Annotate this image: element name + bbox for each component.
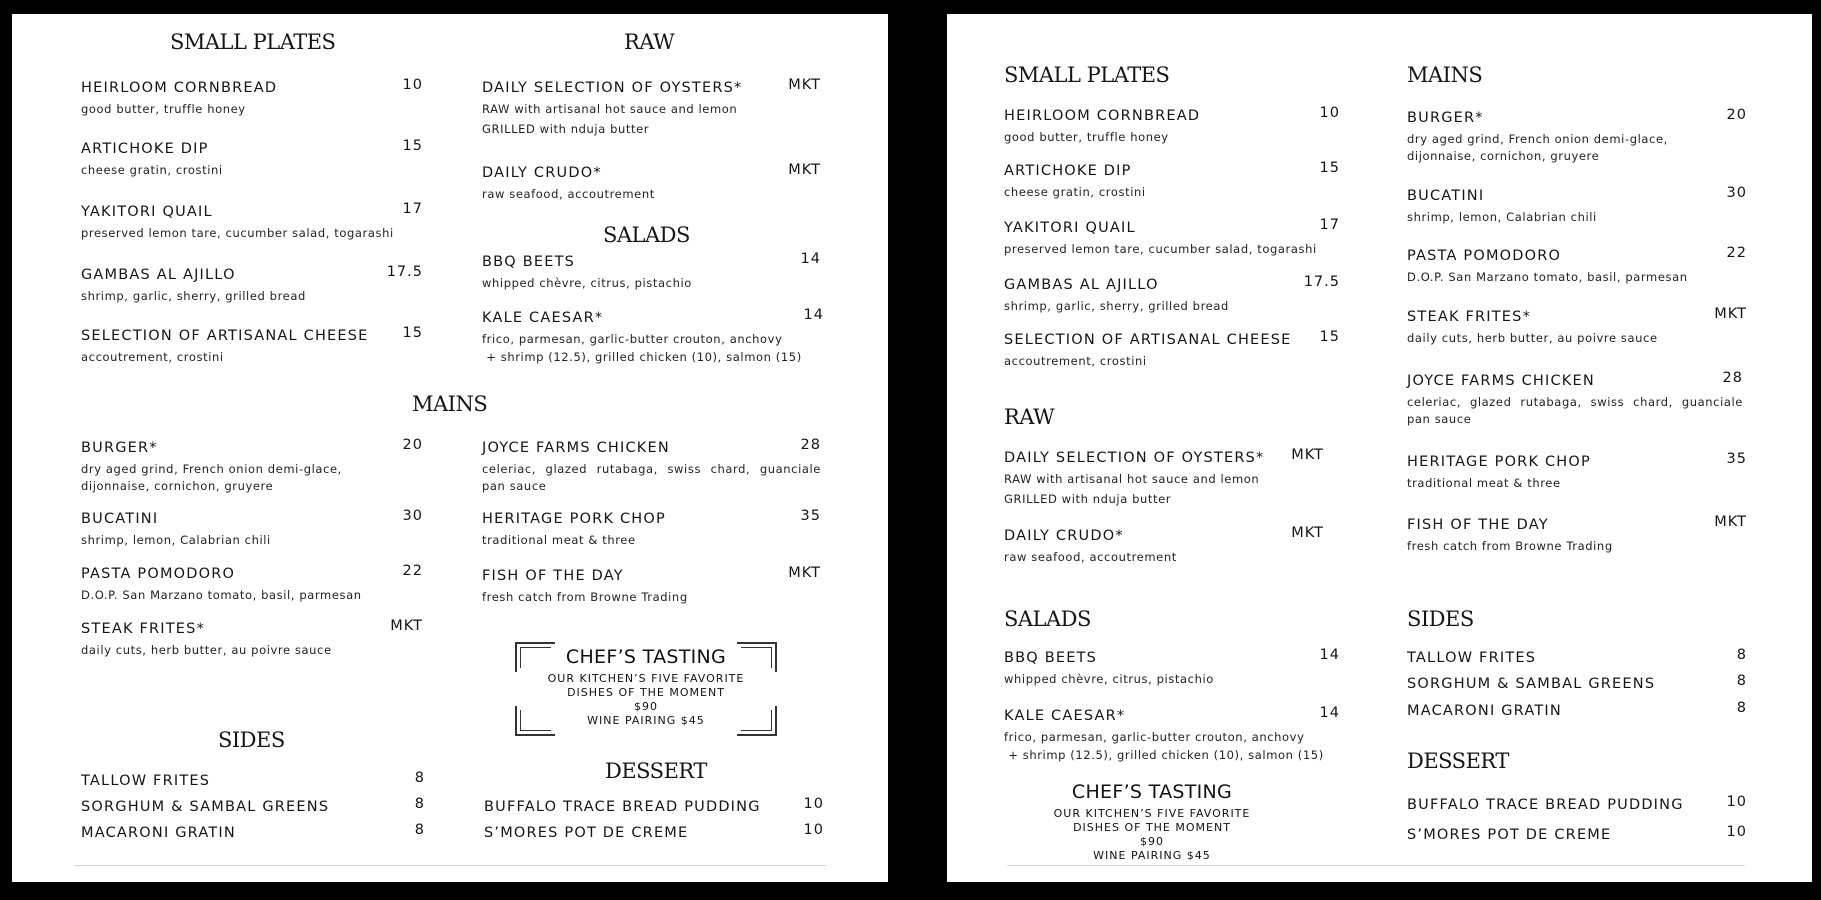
menu-item [482, 508, 821, 549]
menu-item [1407, 245, 1747, 286]
item-desc: whipped chèvre, citrus, pistachio [1004, 672, 1214, 686]
menu-item [1004, 217, 1340, 258]
item-price: 10 [402, 77, 423, 93]
item-desc: dry aged grind, French onion demi-glace, dijonnaise, cornichon, gruyere [81, 462, 342, 493]
menu-item [1004, 447, 1340, 508]
item-name: KALE CAESAR* [1004, 708, 1126, 724]
item-price: MKT [788, 565, 821, 581]
item-name: PASTA POMODORO [81, 566, 236, 582]
item-price: 8 [414, 822, 425, 838]
menu-item [482, 565, 821, 606]
item-price: 14 [1319, 647, 1340, 663]
menu-item [81, 138, 423, 179]
item-price: MKT [1714, 306, 1747, 322]
item-name: ARTICHOKE DIP [1004, 163, 1132, 179]
menu-item [482, 77, 821, 138]
menu-item [1004, 647, 1340, 688]
item-name: DAILY CRUDO* [1004, 528, 1124, 544]
item-name: JOYCE FARMS CHICKEN [1407, 373, 1595, 389]
item-name: BUFFALO TRACE BREAD PUDDING [484, 799, 761, 815]
item-desc: traditional meat & three [482, 533, 636, 547]
section-title-sides: SIDES [218, 728, 285, 752]
item-name: S’MORES POT DE CREME [1407, 827, 1612, 843]
menu-item [482, 251, 821, 292]
menu-item [1407, 306, 1747, 347]
item-name: BUCATINI [81, 511, 159, 527]
item-desc: dry aged grind, French onion demi-glace, dijonnaise, cornichon, gruyere [1407, 132, 1668, 163]
menu-item [1004, 160, 1340, 201]
item-name: SORGHUM & SAMBAL GREENS [1407, 676, 1656, 692]
frame-corner [515, 642, 555, 672]
item-price: MKT [1291, 525, 1324, 541]
chefs-tasting-wine-pairing: WINE PAIRING $45 [1093, 849, 1211, 862]
item-price: 8 [414, 770, 425, 786]
section-title-salads: SALADS [603, 223, 690, 247]
menu-item [482, 437, 821, 495]
item-price: MKT [788, 77, 821, 93]
item-price: 15 [402, 138, 423, 154]
item-price: 10 [1319, 105, 1340, 121]
menu-item [482, 162, 821, 203]
item-name: BBQ BEETS [1004, 650, 1098, 666]
item-name: GAMBAS AL AJILLO [1004, 277, 1159, 293]
item-name: YAKITORI QUAIL [1004, 220, 1136, 236]
section-title-small-plates: SMALL PLATES [170, 30, 336, 54]
section-title-dessert: DESSERT [605, 759, 707, 783]
item-name: SELECTION OF ARTISANAL CHEESE [1004, 332, 1292, 348]
item-name: HERITAGE PORK CHOP [1407, 454, 1591, 470]
menu-item [1407, 700, 1747, 719]
item-name: HERITAGE PORK CHOP [482, 511, 666, 527]
item-name: GAMBAS AL AJILLO [81, 267, 236, 283]
menu-item [1004, 705, 1349, 764]
item-name: ARTICHOKE DIP [81, 141, 209, 157]
item-name: KALE CAESAR* [482, 310, 604, 326]
section-title-sides: SIDES [1407, 607, 1474, 631]
menu-item [1407, 794, 1747, 813]
item-price: 17 [1319, 217, 1340, 233]
item-name: BBQ BEETS [482, 254, 576, 270]
item-price: 14 [1319, 705, 1340, 721]
menu-item [81, 822, 425, 841]
menu-page-2 [947, 14, 1812, 882]
item-desc-extra: + shrimp (12.5), grilled chicken (10), salmon (15) [482, 350, 802, 364]
menu-item [81, 201, 423, 242]
item-desc: preserved lemon tare, cucumber salad, togarashi [1004, 242, 1317, 256]
chefs-tasting-line: DISHES OF THE MOMENT [1073, 821, 1231, 834]
item-price: 15 [1319, 160, 1340, 176]
menu-item [484, 796, 824, 815]
item-desc: accoutrement, crostini [81, 350, 224, 364]
item-price: 8 [1736, 647, 1747, 663]
item-name: S’MORES POT DE CREME [484, 825, 689, 841]
item-price: 30 [1726, 185, 1747, 201]
item-desc: frico, parmesan, garlic-butter crouton, anchovy [1004, 730, 1305, 744]
chefs-tasting-box [1042, 781, 1262, 863]
item-desc: cheese gratin, crostini [1004, 185, 1146, 199]
item-price: 8 [1736, 700, 1747, 716]
menu-item [482, 307, 824, 366]
item-desc: RAW with artisanal hot sauce and lemon [482, 102, 738, 116]
item-name: DAILY SELECTION OF OYSTERS* [1004, 450, 1265, 466]
item-desc: raw seafood, accoutrement [482, 187, 655, 201]
section-title-mains: MAINS [412, 392, 488, 416]
item-desc: accoutrement, crostini [1004, 354, 1147, 368]
item-name: FISH OF THE DAY [482, 568, 624, 584]
menu-item [1004, 525, 1340, 566]
item-desc: celeriac, glazed rutabaga, swiss chard, guanciale pan sauce [482, 462, 821, 493]
section-title-small-plates: SMALL PLATES [1004, 63, 1170, 87]
menu-item [1004, 105, 1340, 146]
item-desc: good butter, truffle honey [1004, 130, 1169, 144]
item-desc: whipped chèvre, citrus, pistachio [482, 276, 692, 290]
item-name: TALLOW FRITES [1407, 650, 1537, 666]
chefs-tasting-price: $90 [634, 700, 658, 713]
item-name: DAILY CRUDO* [482, 165, 602, 181]
frame-corner [737, 642, 777, 672]
item-desc: frico, parmesan, garlic-butter crouton, anchovy [482, 332, 783, 346]
item-price: 20 [402, 437, 423, 453]
chefs-tasting-line: OUR KITCHEN’S FIVE FAVORITE [1053, 807, 1251, 820]
item-desc: daily cuts, herb butter, au poivre sauce [1407, 331, 1658, 345]
menu-item [1407, 673, 1747, 692]
menu-item [81, 563, 423, 604]
item-desc: good butter, truffle honey [81, 102, 246, 116]
menu-item [1407, 647, 1747, 666]
menu-item [81, 325, 423, 366]
item-price: 20 [1726, 107, 1747, 123]
chefs-tasting-price: $90 [1140, 835, 1164, 848]
item-price: 22 [402, 563, 423, 579]
item-desc: fresh catch from Browne Trading [482, 590, 688, 604]
chefs-tasting-box [515, 642, 777, 736]
item-desc: celeriac, glazed rutabaga, swiss chard, guanciale pan sauce [1407, 395, 1743, 426]
item-name: HEIRLOOM CORNBREAD [1004, 108, 1201, 124]
chefs-tasting-line: DISHES OF THE MOMENT [567, 686, 725, 699]
item-name: DAILY SELECTION OF OYSTERS* [482, 80, 743, 96]
menu-item [484, 822, 824, 841]
section-title-salads: SALADS [1004, 607, 1091, 631]
item-price: MKT [1714, 514, 1747, 530]
frame-corner [515, 706, 555, 736]
item-name: BURGER* [1407, 110, 1484, 126]
item-name: FISH OF THE DAY [1407, 517, 1549, 533]
item-desc: shrimp, garlic, sherry, grilled bread [1004, 299, 1229, 313]
item-price: 22 [1726, 245, 1747, 261]
item-name: SORGHUM & SAMBAL GREENS [81, 799, 330, 815]
item-name: STEAK FRITES* [81, 621, 206, 637]
menu-item [1004, 329, 1340, 370]
item-name: TALLOW FRITES [81, 773, 211, 789]
item-price: 35 [800, 508, 821, 524]
menu-item [1407, 824, 1747, 843]
item-price: 14 [803, 307, 824, 323]
menu-item [81, 796, 425, 815]
menu-item [1407, 370, 1743, 428]
item-desc-extra: + shrimp (12.5), grilled chicken (10), salmon (15) [1004, 748, 1324, 762]
footer-rule [74, 865, 826, 866]
menu-item [81, 77, 423, 118]
item-price: 10 [1726, 794, 1747, 810]
item-name: BUCATINI [1407, 188, 1485, 204]
item-price: 28 [800, 437, 821, 453]
item-price: 17.5 [386, 264, 423, 280]
item-desc: D.O.P. San Marzano tomato, basil, parmesan [81, 588, 362, 602]
footer-rule [1007, 865, 1745, 866]
menu-item [81, 437, 423, 495]
section-title-raw: RAW [1004, 405, 1055, 429]
item-name: STEAK FRITES* [1407, 309, 1532, 325]
item-desc: shrimp, lemon, Calabrian chili [81, 533, 271, 547]
menu-item [81, 618, 423, 659]
item-desc: D.O.P. San Marzano tomato, basil, parmesan [1407, 270, 1688, 284]
item-name: BUFFALO TRACE BREAD PUDDING [1407, 797, 1684, 813]
menu-item [81, 770, 425, 789]
item-price: 17 [402, 201, 423, 217]
menu-item [81, 264, 423, 305]
section-title-raw: RAW [624, 30, 675, 54]
item-price: 35 [1726, 451, 1747, 467]
item-price: 8 [1736, 673, 1747, 689]
frame-corner [737, 706, 777, 736]
menu-item [1407, 185, 1747, 226]
item-desc: fresh catch from Browne Trading [1407, 539, 1613, 553]
menu-item [1407, 451, 1747, 492]
chefs-tasting-line: OUR KITCHEN’S FIVE FAVORITE [547, 672, 745, 685]
item-name: HEIRLOOM CORNBREAD [81, 80, 278, 96]
item-price: 14 [800, 251, 821, 267]
section-title-dessert: DESSERT [1407, 749, 1509, 773]
item-name: BURGER* [81, 440, 158, 456]
menu-item [1004, 274, 1340, 315]
item-desc: shrimp, garlic, sherry, grilled bread [81, 289, 306, 303]
item-price: 8 [414, 796, 425, 812]
item-desc: traditional meat & three [1407, 476, 1561, 490]
item-price: 15 [1319, 329, 1340, 345]
menu-item [1407, 107, 1747, 165]
menu-item [81, 508, 423, 549]
menu-page-1 [12, 14, 888, 882]
item-desc: cheese gratin, crostini [81, 163, 223, 177]
item-desc-extra: GRILLED with nduja butter [482, 122, 650, 136]
item-name: YAKITORI QUAIL [81, 204, 213, 220]
item-desc: daily cuts, herb butter, au poivre sauce [81, 643, 332, 657]
section-title-mains: MAINS [1407, 63, 1483, 87]
item-name: PASTA POMODORO [1407, 248, 1562, 264]
item-price: MKT [1291, 447, 1324, 463]
item-desc-extra: GRILLED with nduja butter [1004, 492, 1172, 506]
chefs-tasting-wine-pairing: WINE PAIRING $45 [587, 714, 705, 727]
item-desc: shrimp, lemon, Calabrian chili [1407, 210, 1597, 224]
item-name: SELECTION OF ARTISANAL CHEESE [81, 328, 369, 344]
item-price: 17.5 [1303, 274, 1340, 290]
item-name: JOYCE FARMS CHICKEN [482, 440, 670, 456]
item-price: 28 [1722, 370, 1743, 386]
item-desc: raw seafood, accoutrement [1004, 550, 1177, 564]
item-price: 10 [1726, 824, 1747, 840]
item-price: 10 [803, 796, 824, 812]
item-desc: RAW with artisanal hot sauce and lemon [1004, 472, 1260, 486]
chefs-tasting-title: CHEF’S TASTING [565, 646, 727, 668]
item-price: 30 [402, 508, 423, 524]
menu-item [1407, 514, 1747, 555]
item-price: MKT [788, 162, 821, 178]
item-name: MACARONI GRATIN [1407, 703, 1562, 719]
item-name: MACARONI GRATIN [81, 825, 236, 841]
item-price: 15 [402, 325, 423, 341]
item-desc: preserved lemon tare, cucumber salad, togarashi [81, 226, 394, 240]
chefs-tasting-title: CHEF’S TASTING [1071, 781, 1233, 803]
item-price: MKT [390, 618, 423, 634]
item-price: 10 [803, 822, 824, 838]
